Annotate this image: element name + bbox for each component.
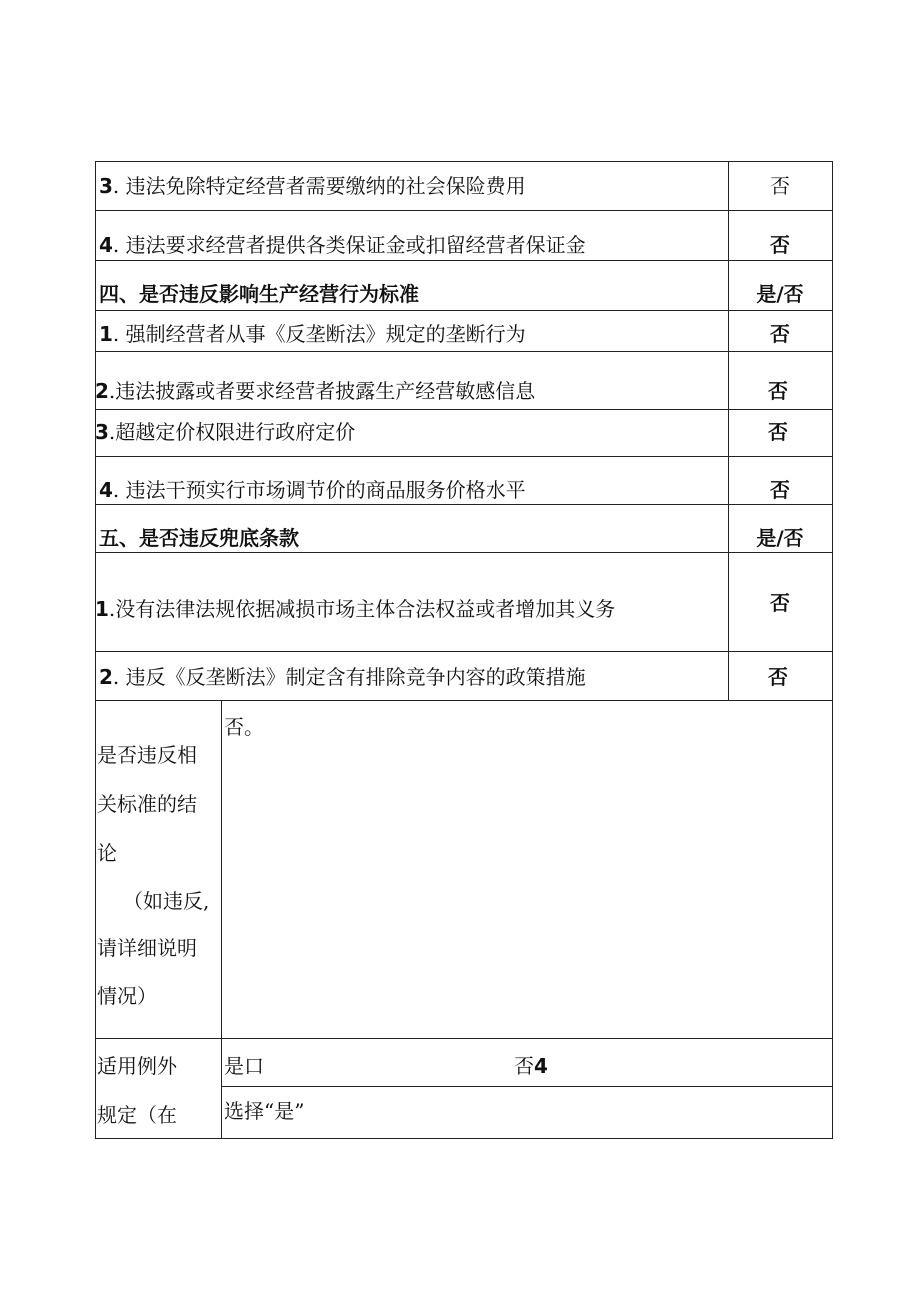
row-divider	[95, 651, 833, 652]
table-border-right	[832, 161, 833, 1139]
row-divider	[95, 260, 833, 261]
criterion-answer: 否	[770, 233, 790, 257]
criterion-item: 4. 违法要求经营者提供各类保证金或扣留经营者保证金	[99, 233, 586, 257]
criterion-item: 3. 违法免除特定经营者需要缴纳的社会保险费用	[99, 174, 526, 198]
conclusion-value: 否。	[224, 715, 264, 739]
row-divider	[95, 409, 833, 410]
criterion-item: 4. 违法干预实行市场调节价的商品服务价格水平	[99, 478, 526, 502]
criterion-answer: 否	[770, 478, 790, 502]
criterion-item: 1. 强制经营者从事《反垄断法》规定的垄断行为	[99, 322, 526, 346]
row-divider	[221, 1086, 833, 1087]
section-heading: 四、是否违反影响生产经营行为标准	[99, 282, 419, 306]
section-answer-header: 是/否	[756, 526, 804, 550]
conclusion-label-line: 论	[97, 841, 117, 865]
table-border-left	[95, 161, 96, 1139]
criterion-answer: 否	[770, 322, 790, 346]
conclusion-label-line: 情况）	[97, 984, 157, 1008]
conclusion-label-line: 关标准的结	[97, 792, 197, 816]
conclusion-label-line: （如违反,	[123, 889, 210, 913]
exception-no-mark: 4	[534, 1054, 548, 1078]
exception-yes-option: 是口	[224, 1054, 264, 1078]
criterion-answer: 否	[768, 379, 788, 403]
conclusion-label-line: 请详细说明	[97, 936, 197, 960]
criterion-answer: 否	[770, 174, 790, 198]
exception-label-line: 规定（在	[97, 1103, 177, 1127]
exception-no-option: 否4	[514, 1054, 548, 1078]
row-divider	[95, 210, 833, 211]
criterion-item: 2. 违反《反垄断法》制定含有排除竞争内容的政策措施	[99, 665, 586, 689]
criterion-answer: 否	[768, 420, 788, 444]
exception-label-line: 适用例外	[97, 1054, 177, 1078]
criterion-item: 1.没有法律法规依据减损市场主体合法权益或者增加其义务	[95, 597, 616, 621]
criterion-answer: 否	[770, 591, 790, 615]
criterion-item: 3.超越定价权限进行政府定价	[95, 420, 356, 444]
table-border-top	[95, 161, 833, 162]
row-divider	[95, 552, 833, 553]
label-column-divider	[221, 700, 222, 1139]
review-table	[95, 161, 833, 1139]
exception-note: 选择“是”	[224, 1099, 305, 1123]
row-divider	[95, 456, 833, 457]
conclusion-label-line: 是否违反相	[97, 743, 197, 767]
row-divider	[95, 700, 833, 701]
row-divider	[95, 310, 833, 311]
table-border-bottom	[95, 1138, 833, 1139]
row-divider	[95, 351, 833, 352]
criterion-item: 2.违法披露或者要求经营者披露生产经营敏感信息	[95, 379, 536, 403]
section-answer-header: 是/否	[756, 282, 804, 306]
criterion-answer: 否	[768, 665, 788, 689]
row-divider	[95, 1038, 833, 1039]
section-heading: 五、是否违反兜底条款	[99, 526, 299, 550]
row-divider	[95, 504, 833, 505]
